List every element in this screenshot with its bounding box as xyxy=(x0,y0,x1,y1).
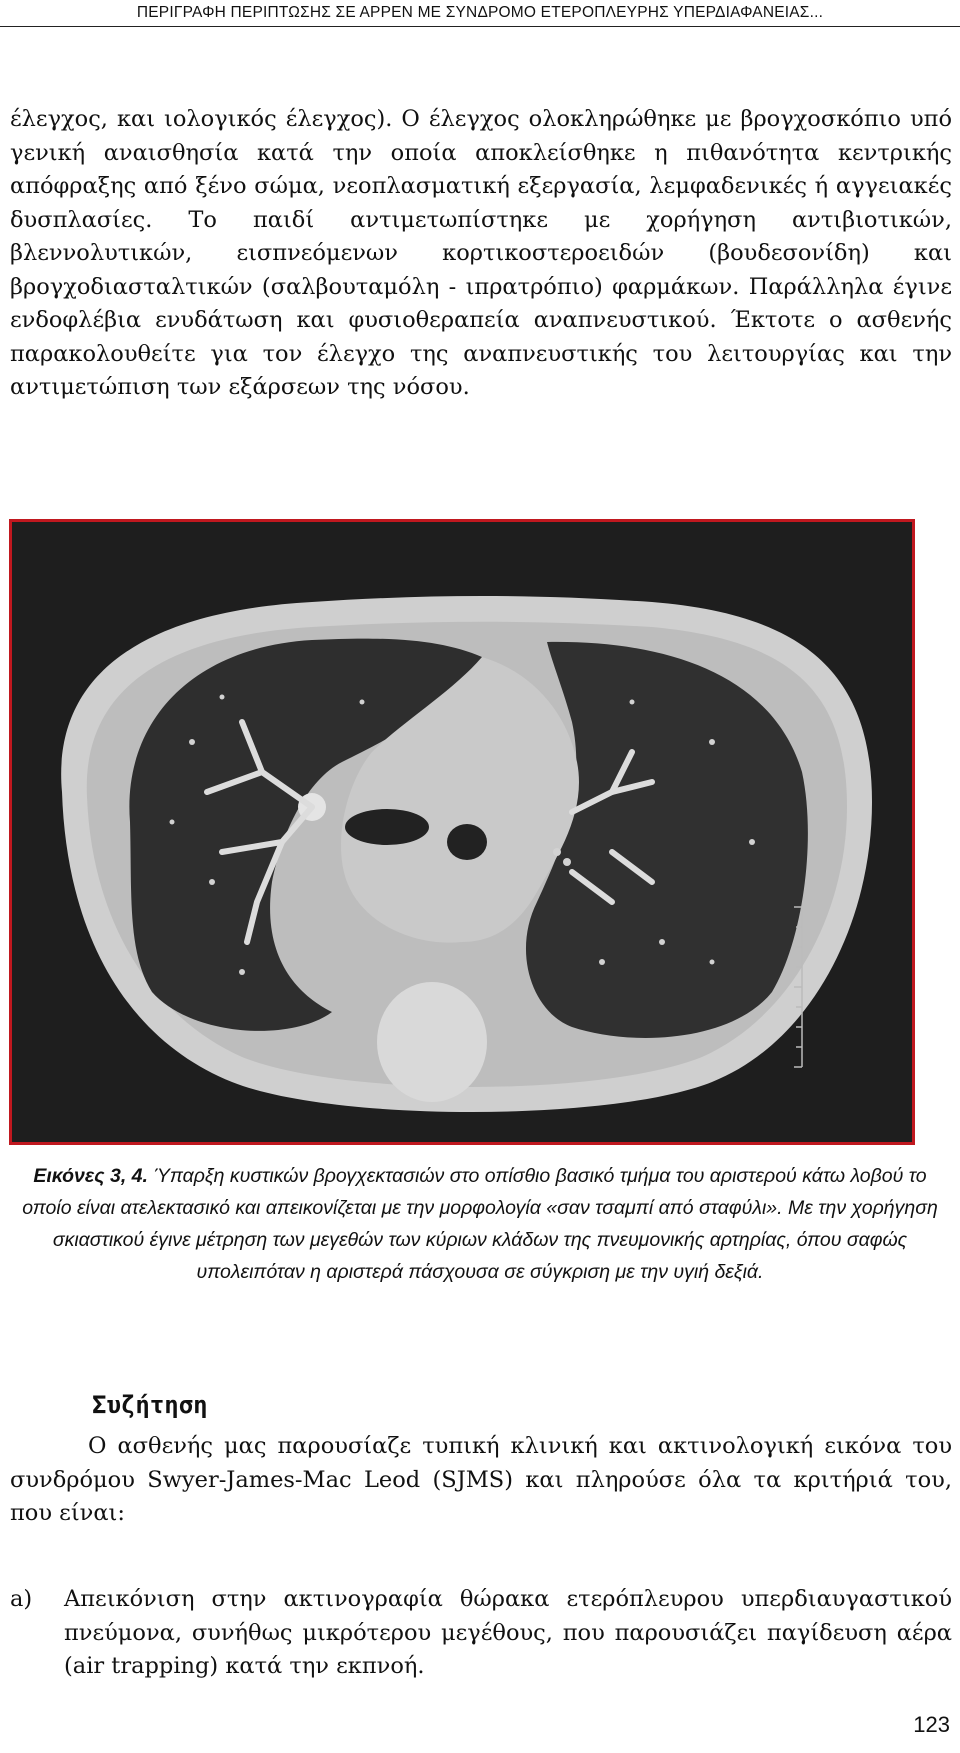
running-title: ΠΕΡΙΓΡΑΦΗ ΠΕΡΙΠΤΩΣΗΣ ΣΕ ΑΡΡΕΝ ΜΕ ΣΥΝΔΡΟΜΟ ΕΤΕΡΟΠΛΕΥΡΗΣ ΥΠΕΡΔΙΑΦΑΝΕΙΑΣ... xyxy=(136,4,824,21)
running-header xyxy=(0,0,960,27)
paragraph-case-description: έλεγχος, και ιολογικός έλεγχος). Ο έλεγχος ολοκληρώθηκε με βρογχοσκόπιο υπό γενική αναισθησία κατά την οποία αποκλείσθηκε η πιθανότητα κεντρικής απόφραξης από ξένο σώμα, νεοπλασματική εξεργασία, λεμφαδενικές ή αγγειακές δυσπλασίες. Το παιδί αντιμετωπίστηκε με χορήγηση αντιβιοτικών, βλεννολυτικών, εισπνεόμενων κορτικοστεροειδών (βουδεσονίδη) και βρογχοδιασταλτικών (σαλβουταμόλη - ιπρατρόπιο) φαρμάκων. Παράλληλα έγινε ενδοφλέβια ενυδάτωση και φυσιοθεραπεία αναπνευστικού. Έκτοτε ο ασθενής παρακολουθείτε για τον έλεγχο της αναπνευστικής του λειτουργίας και την αντιμετώπιση των εξάρσεων της νόσου. xyxy=(10,106,952,400)
page-number: 123 xyxy=(913,1712,950,1737)
list-marker: a) xyxy=(10,1586,33,1612)
ct-scan-image xyxy=(12,522,912,1142)
ct-scan-figure xyxy=(9,519,915,1145)
figure-caption xyxy=(18,1160,942,1288)
section-heading: Συζήτηση xyxy=(92,1391,208,1419)
list-item-text: Απεικόνιση στην ακτινογραφία θώρακα ετερόπλευρου υπερδιαυγαστικού πνεύμονα, συνήθως μικρότερου μεγέθους, που παρουσιάζει παγίδευση αέρα (air trapping) κατά την εκπνοή. xyxy=(64,1586,952,1679)
figure-caption-label: Εικόνες 3, 4. xyxy=(33,1165,148,1187)
figure-caption-text: Ύπαρξη κυστικών βρογχεκτασιών στο οπίσθιο βασικό τμήμα του αριστερού κάτω λοβού το οποίο είναι ατελεκτασικό και απεικονίζεται με την μορφολογία «σαν τσαμπί από σταφύλι». Με την χορήγηση σκιαστικού έγινε μέτρηση των μεγεθών των κύριων κλάδων της πνευμονικής αρτηρίας, όπου σαφώς υπολειπόταν η αριστερά πάσχουσα σε σύγκριση με την υγιή δεξιά. xyxy=(22,1165,938,1283)
list-item xyxy=(10,1583,952,1684)
paragraph-discussion: Ο ασθενής μας παρουσίαζε τυπική κλινική και ακτινολογική εικόνα του συνδρόμου Swyer-James-Mac Leod (SJMS) και πληρούσε όλα τα κριτήριά του, που είναι: xyxy=(10,1433,952,1526)
